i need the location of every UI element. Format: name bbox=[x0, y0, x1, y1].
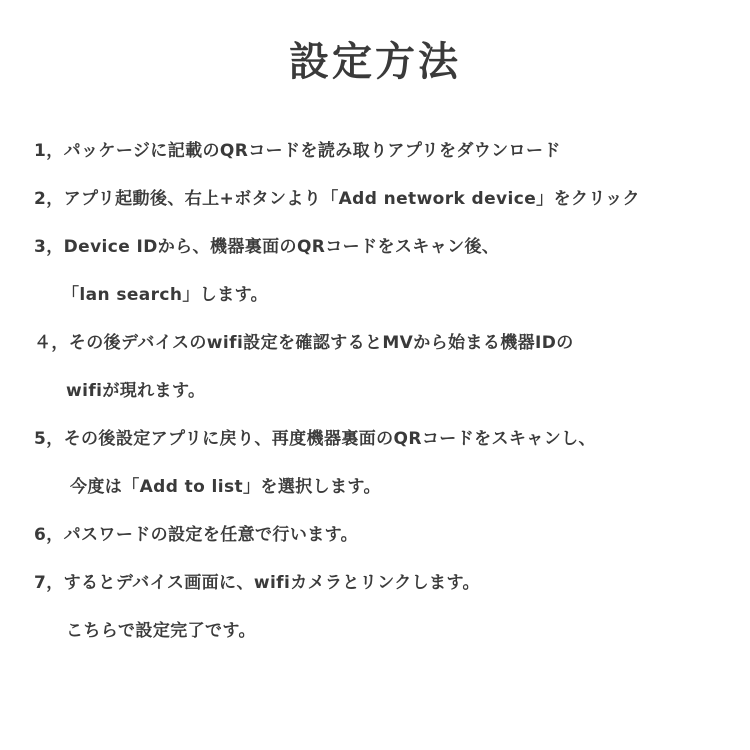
step-1-line-1: 1，パッケージに記載のQRコードを読み取りアプリをダウンロード bbox=[34, 141, 561, 161]
step-5-line-1: 5，その後設定アプリに戻り、再度機器裏面のQRコードをスキャンし、 bbox=[34, 429, 596, 449]
step-7-line-2: こちらで設定完了です。 bbox=[66, 621, 256, 641]
step-3-line-1: 3，Device IDから、機器裏面のQRコードをスキャン後、 bbox=[34, 237, 500, 257]
step-3-line-2: 「lan search」します。 bbox=[62, 285, 269, 305]
page-title: 設定方法 bbox=[289, 39, 461, 85]
step-4-line-1: ４，その後デバイスのwifi設定を確認するとMVから始まる機器IDの bbox=[34, 333, 574, 353]
step-7-line-1: 7，するとデバイス画面に、wifiカメラとリンクします。 bbox=[34, 573, 480, 593]
step-2-line-1: 2，アプリ起動後、右上+ボタンより「Add network device」をクリック bbox=[34, 189, 640, 209]
step-4-line-2: wifiが現れます。 bbox=[66, 381, 206, 401]
step-6-line-1: 6，パスワードの設定を任意で行います。 bbox=[34, 525, 359, 545]
step-5-line-2: 今度は「Add to list」を選択します。 bbox=[70, 477, 381, 497]
